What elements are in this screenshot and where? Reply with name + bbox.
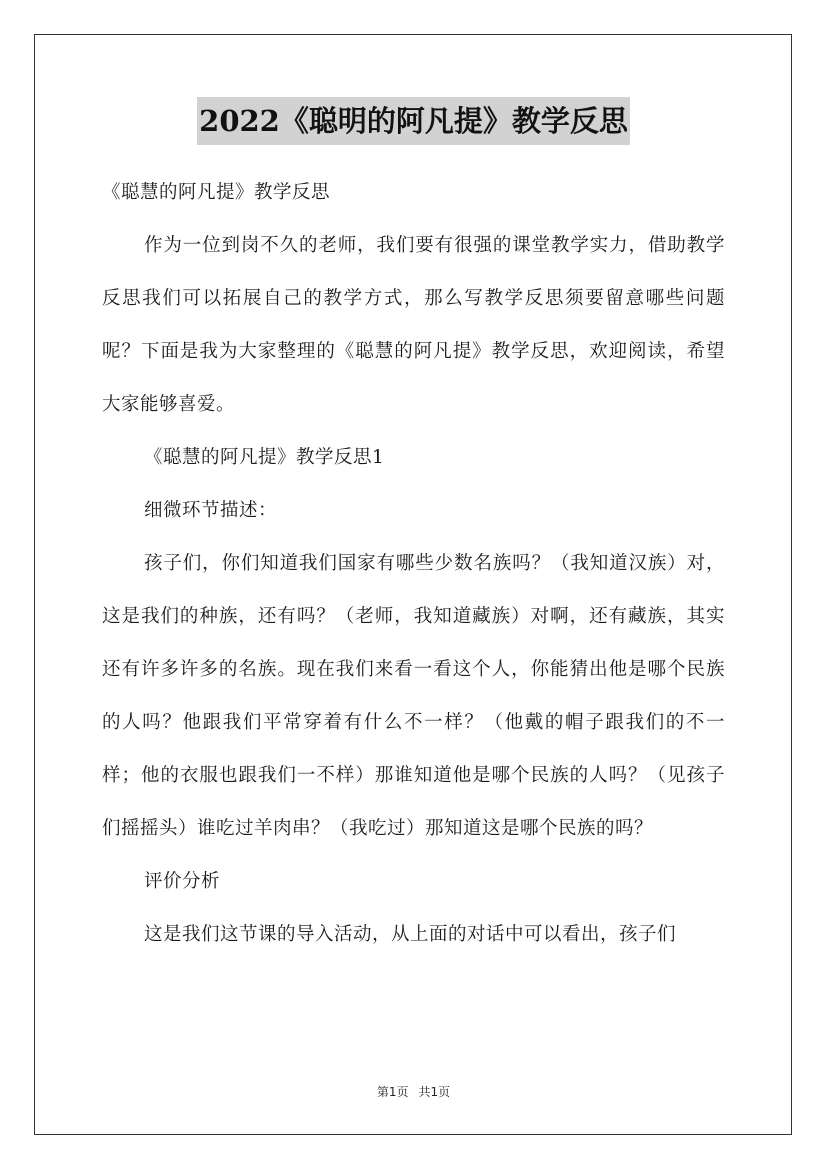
document-title: 2022《聪明的阿凡提》教学反思 — [197, 97, 630, 145]
page-number: 第1页 — [376, 1085, 409, 1099]
analysis-paragraph: 这是我们这节课的导入活动，从上面的对话中可以看出，孩子们 — [144, 924, 677, 945]
detail-heading: 细微环节描述： — [144, 500, 278, 521]
intro-paragraph: 作为一位到岗不久的老师，我们要有很强的课堂教学实力，借助教学反思我们可以拓展自己的教学方式，那么写教学反思须要留意哪些问题呢？下面是我为大家整理的《聪慧的阿凡提》教学反思，欢迎阅读，希望大家能够喜爱。 — [102, 235, 725, 415]
page-total: 共1页 — [418, 1085, 451, 1099]
analysis-heading: 评价分析 — [144, 871, 221, 892]
section-heading: 《聪慧的阿凡提》教学反思1 — [144, 447, 385, 468]
page-footer — [0, 1083, 827, 1100]
subtitle-paragraph: 《聪慧的阿凡提》教学反思 — [102, 182, 331, 203]
document-body — [102, 166, 725, 961]
dialogue-paragraph: 孩子们，你们知道我们国家有哪些少数名族吗？（我知道汉族）对，这是我们的种族，还有吗？（老师，我知道藏族）对啊，还有藏族，其实还有许多许多的名族。现在我们来看一看这个人，你能猜出他是哪个民族的人吗？他跟我们平常穿着有什么不一样？（他戴的帽子跟我们的不一样；他的衣服也跟我们一不样）那谁知道他是哪个民族的人吗？（见孩子们摇摇头）谁吃过羊肉串？（我吃过）那知道这是哪个民族的吗？ — [102, 553, 725, 839]
title-container — [0, 97, 827, 145]
